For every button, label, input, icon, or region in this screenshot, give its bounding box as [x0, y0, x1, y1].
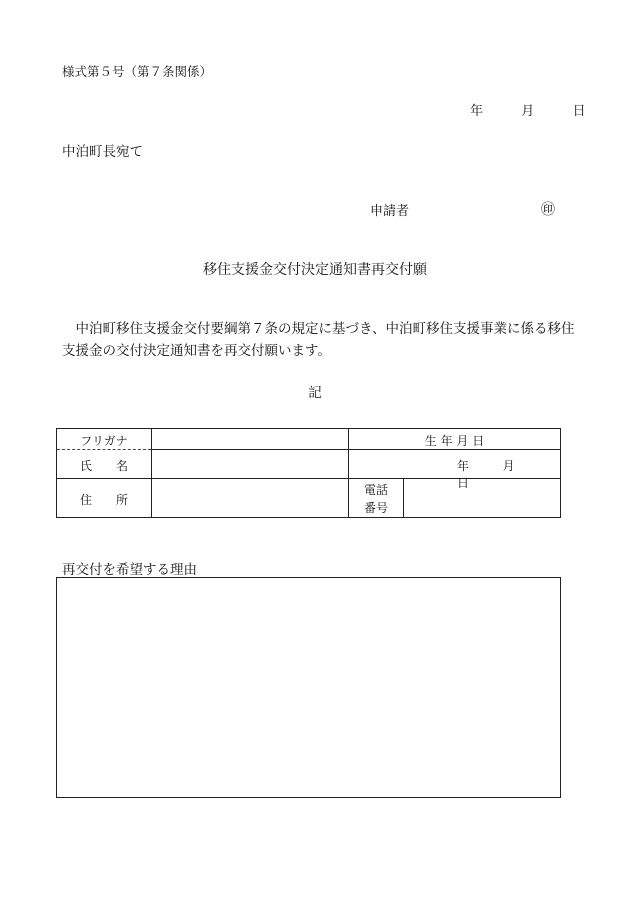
name-field[interactable]	[152, 450, 347, 477]
birthdate-day: 日	[457, 476, 470, 490]
phone-label	[349, 481, 403, 517]
ki-heading: 記	[308, 385, 322, 401]
birthdate-year: 年	[457, 459, 470, 473]
applicant-info-table	[56, 428, 561, 518]
document-title: 移住支援金交付決定通知書再交付願	[203, 262, 427, 278]
furigana-label: フリガナ	[80, 434, 128, 448]
seal-mark: ㊞	[541, 202, 555, 218]
body-line-2: 支援金の交付決定通知書を再交付願います。	[62, 343, 331, 359]
form-number: 様式第５号（第７条関係）	[62, 64, 213, 79]
submission-date	[470, 100, 586, 119]
applicant-label: 申請者	[370, 204, 410, 219]
date-day: 日	[572, 104, 586, 119]
phone-label-line-2: 番号	[363, 501, 388, 515]
date-month: 月	[521, 104, 535, 119]
name-label: 氏 名	[79, 459, 128, 473]
furigana-divider	[57, 449, 151, 450]
address-field[interactable]	[152, 479, 347, 517]
body-text	[62, 318, 575, 362]
phone-label-line-1: 電話	[363, 483, 388, 497]
reason-label: 再交付を希望する理由	[62, 562, 197, 578]
address-label: 住 所	[79, 493, 128, 507]
birthdate-month: 月	[502, 459, 515, 473]
body-line-1: 中泊町移住支援金交付要綱第７条の規定に基づき、中泊町移住支援事業に係る移住	[62, 321, 575, 337]
furigana-field[interactable]	[152, 429, 347, 449]
addressee: 中泊町長宛て	[62, 144, 143, 160]
date-year: 年	[470, 104, 484, 119]
phone-field[interactable]	[404, 479, 560, 517]
reason-field[interactable]	[56, 577, 561, 798]
birthdate-label: 生 年 月 日	[424, 434, 485, 448]
